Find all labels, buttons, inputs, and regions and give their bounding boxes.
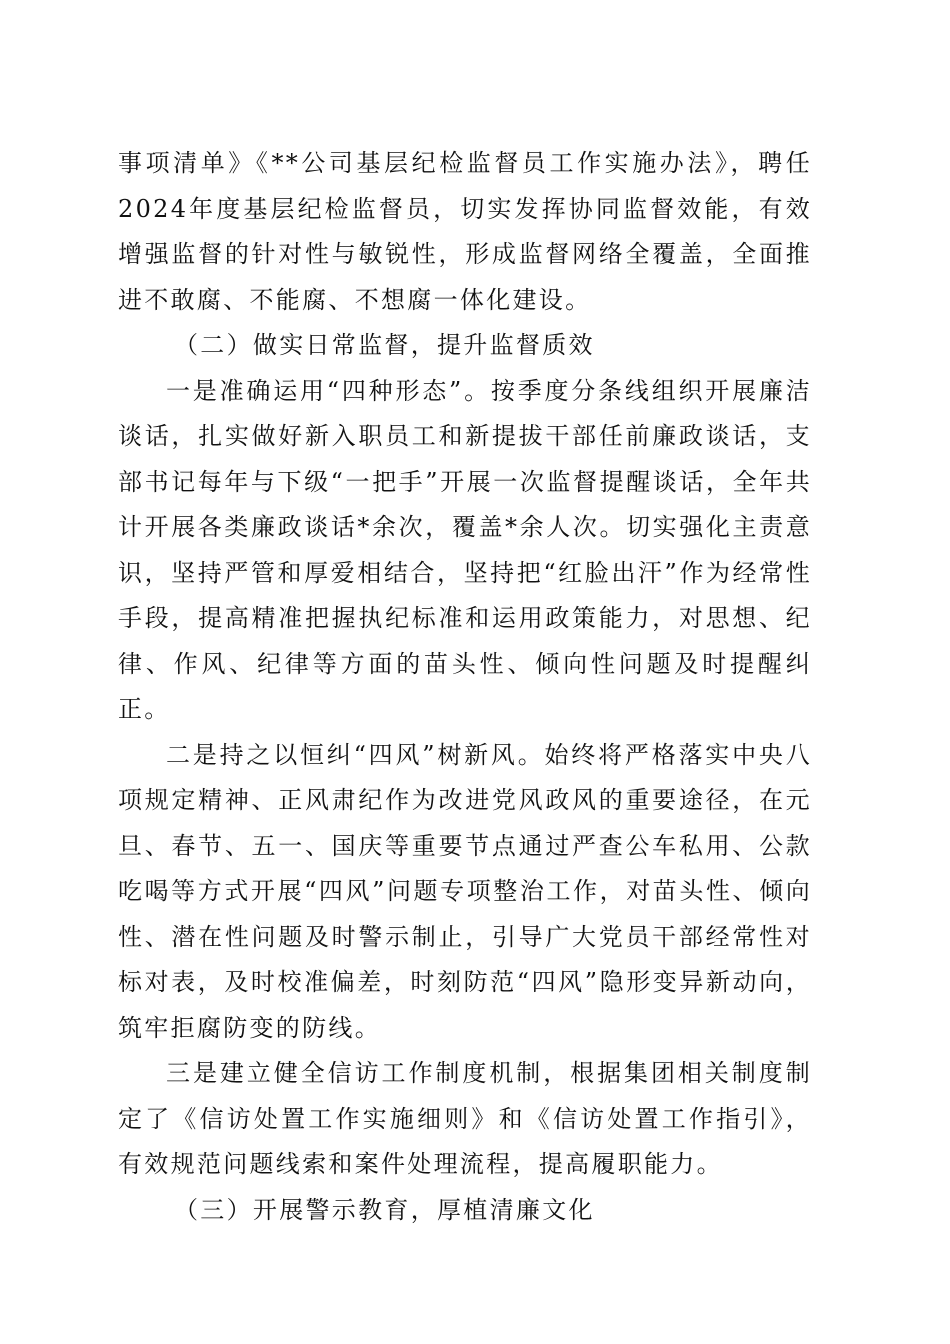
paragraph-petition-system: 三是建立健全信访工作制度机制，根据集团相关制度制定了《信访处置工作实施细则》和《信访处置工作指引》，有效规范问题线索和案件处理流程，提高履职能力。 (118, 1059, 812, 1178)
section-heading-2: （二）做实日常监督，提升监督质效 (174, 331, 595, 359)
section-heading-3: （三）开展警示教育，厚植清廉文化 (174, 1195, 595, 1224)
paragraph-four-forms: 一是准确运用“四种形态”。按季度分条线组织开展廉洁谈话，扎实做好新入职员工和新提拔干部任前廉政谈话，支部书记每年与下级“一把手”开展一次监督提醒谈话，全年共计开展各类廉政谈话*余次，覆盖*余人次。切实强化主责意识，坚持严管和厚爱相结合，坚持把“红脸出汗”作为经常性手段，提高精准把握执纪标准和运用政策能力，对思想、纪律、作风、纪律等方面的苗头性、倾向性问题及时提醒纠正。 (118, 376, 812, 723)
paragraph-continuation: 事项清单》《**公司基层纪检监督员工作实施办法》，聘任2024年度基层纪检监督员，切实发挥协同监督效能，有效增强监督的针对性与敏锐性，形成监督网络全覆盖，全面推进不敢腐、不能腐、不想腐一体化建设。 (118, 149, 812, 314)
document-body (118, 141, 812, 1233)
paragraph-four-winds: 二是持之以恒纠“四风”树新风。始终将严格落实中央八项规定精神、正风肃纪作为改进党风政风的重要途径，在元旦、春节、五一、国庆等重要节点通过严查公车私用、公款吃喝等方式开展“四风”问题专项整治工作，对苗头性、倾向性、潜在性问题及时警示制止，引导广大党员干部经常性对标对表，及时校准偏差，时刻防范“四风”隐形变异新动向，筑牢拒腐防变的防线。 (118, 740, 812, 1042)
